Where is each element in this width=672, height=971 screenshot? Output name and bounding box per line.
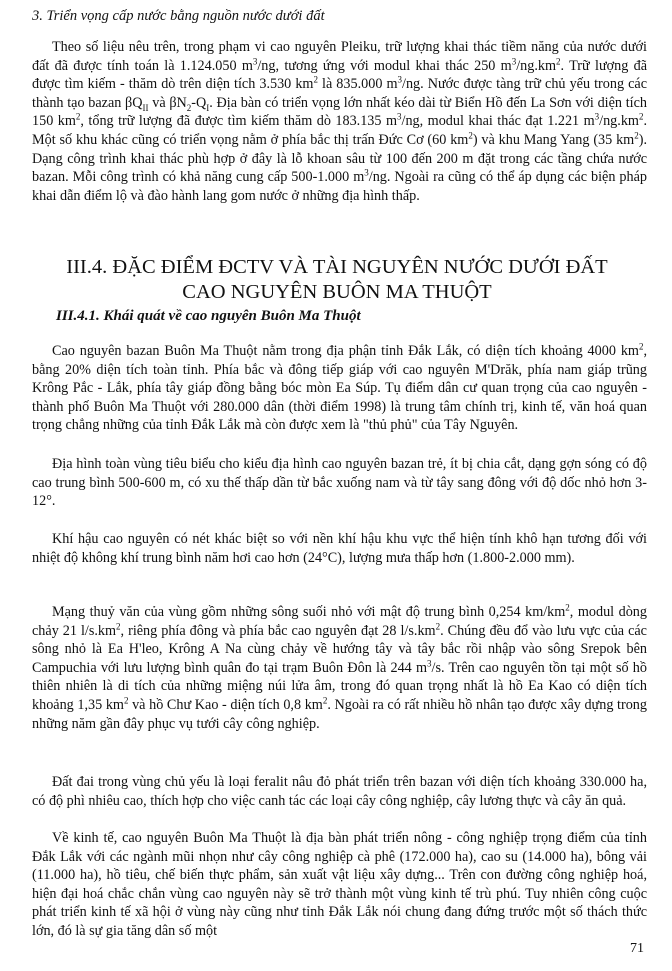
section-title-line2: CAO NGUYÊN BUÔN MA THUỘT: [182, 281, 492, 303]
superscript: 3: [397, 111, 402, 122]
subsection-title: 3. Triển vọng cấp nước bằng nguồn nước dưới đất: [32, 8, 325, 24]
paragraph-overview: Cao nguyên bazan Buôn Ma Thuột nằm trong địa phận tỉnh Đắk Lắk, có diện tích khoảng 4000 $km^2$, bằng 20% diện tích toàn tỉnh. Phía bắc và đông tiếp giáp với cao nguyên M'Drăk, phía nam giáp trũng Krông Pắc - Lắk, phía tây giáp đồng bằng bóc mòn Ea Súp. Tụ điểm dân cư quan trọng của cao nguyên - thành phố Buôn Ma Thuột với 280.000 dân (thời điểm 1998) là trung tâm chính trị, kinh tế, văn hoá quan trọng chẳng những của tỉnh Đắk Lắk mà còn được xem là "thủ phủ" của Tây Nguyên.: [32, 341, 647, 434]
superscript: 2: [313, 74, 318, 85]
superscript: 2: [322, 695, 328, 706]
superscript: 2: [468, 130, 473, 141]
superscript: 3: [427, 658, 432, 669]
paragraph-economy: Về kinh tế, cao nguyên Buôn Ma Thuột là địa bàn phát triển nông - công nghiệp trọng điểm của tỉnh Đắk Lắk với các ngành mũi nhọn như cây công nghiệp cà phê (172.000 ha), cao su (14.000 ha), bông vải (11.000 ha), hồ tiêu, chế biến thực phẩm, sản xuất vật liệu xây dựng... Trên con đường công nghiệp hoá, hiện đại hoá chắc chắn vùng cao nguyên này sẽ trở thành một vùng kinh tế trù phú. Tuy nhiên công cuộc phát triển kinh tế xã hội ở vùng này cũng như tỉnh Đắk Lắk nói chung đang đứng trước một số thách thức lớn, đó là sự gia tăng dân số một: [32, 830, 647, 939]
superscript: 2: [116, 620, 121, 631]
pleiku-paragraph: Theo số liệu nêu trên, trong phạm vi cao nguyên Pleiku, trữ lượng khai thác tiềm năng của nước dưới đất đã được tính toán là 1.124.050 $m^3/ng$, tương ứng với modul khai thác 250 $m^3/ng.km^2$. Trữ lượng đã được tìm kiếm - thăm dò trên diện tích 3.530 $km^2$ là 835.000 $m^3/ng$. Nước được tàng trữ chủ yếu trong các thành tạo bazan $\beta Q_{II}$ và $\beta N_2-Q_I$. Địa bàn có triển vọng lớn nhất kéo dài từ Biển Hồ đến La Sơn với diện tích 150 $km^2$, tổng trữ lượng đã được tìm kiếm thăm dò 183.135 $m^3/ng$, modul khai thác đạt 1.221 $m^3/ng.km^2$. Một số khu khác cũng có triển vọng nằm ở phía bắc thị trấn Đức Cơ (60 $km^2$) và khu Mang Yang (35 $km^2$). Dạng công trình khai thác phù hợp ở đây là lỗ khoan sâu từ 100 đến 200 m đặt trong các tầng chứa nước bazan. Mỗi công trình có khả năng cung cấp 500-1.000 $m^3/ng$. Ngoài ra cũng có thể áp dụng các biện pháp khai dẫn điểm lộ và đào hành lang gom nước ở những địa hình thấp.: [32, 39, 648, 204]
paragraph-soil: Đất đai trong vùng chủ yếu là loại feralit nâu đỏ phát triển trên bazan với diện tích khoảng 330.000 ha, có độ phì nhiêu cao, thích hợp cho việc canh tác các loại cây công nghiệp, cây lương thực và cây ăn quả.: [32, 774, 647, 809]
superscript: 2: [565, 602, 570, 613]
superscript: 2: [638, 111, 644, 122]
superscript: 3: [252, 55, 258, 66]
paragraph-climate: Khí hậu cao nguyên có nét khác biệt so với nền khí hậu khu vực thể hiện tính khô hạn tương đối với nhiệt độ không khí trung bình năm hơi cao hơn (24°C), lượng mưa thấp hơn (1.800-2.000 mm).: [32, 531, 647, 566]
superscript: 2: [556, 55, 561, 66]
subscript: II: [142, 102, 149, 113]
superscript: 2: [435, 620, 441, 631]
subheading: III.4.1. Khái quát về cao nguyên Buôn Ma Thuột: [56, 308, 361, 324]
superscript: 3: [397, 74, 403, 85]
superscript: 2: [75, 111, 81, 122]
superscript: 3: [364, 167, 369, 178]
paragraph-hydrology: Mạng thuỷ văn của vùng gồm những sông suối nhỏ với mật độ trung bình 0,254 $km/km^2$, modul dòng chảy 21 $l/s.km^2$, riêng phía đông và phía bắc cao nguyên đạt 28 $l/s.km^2$. Chúng đều đổ vào lưu vực của các sông nhỏ là Ea H'leo, Krông A Na cùng chảy về hướng tây và tây bắc rồi nhập vào sông Srepok bên Campuchia với lưu lượng bình quân đo tại trạm Buôn Đôn là 244 $m^3/s$. Trên cao nguyên tồn tại một số hồ thiên nhiên là di tích của những miệng núi lửa âm, trong đó quan trọng nhất là hồ Ea Kao có diện tích khoảng 1,35 $km^2$ và hồ Chư Kao - diện tích 0,8 $km^2$. Ngoài ra có rất nhiều hồ nhân tạo được xây dựng trong những năm gần đây phục vụ tưới cây công nghiệp.: [32, 602, 647, 732]
superscript: 2: [123, 695, 129, 706]
subscript: I: [206, 102, 210, 113]
superscript: 2: [634, 130, 639, 141]
superscript: 2: [638, 341, 644, 352]
superscript: 3: [594, 111, 600, 122]
section-title-line1: III.4. ĐẶC ĐIỂM ĐCTV VÀ TÀI NGUYÊN NƯỚC DƯỚI ĐẤT: [66, 256, 608, 278]
paragraph-terrain: Địa hình toàn vùng tiêu biểu cho kiểu địa hình cao nguyên bazan trẻ, ít bị chia cắt, dạng gợn sóng có độ cao trung bình 500-600 m, có xu thế thấp dần từ bắc xuống nam và từ tây sang đông với độ dốc nhỏ hơn 3-12°.: [32, 456, 647, 510]
page-number: 71: [630, 941, 644, 956]
superscript: 3: [511, 55, 517, 66]
subscript: 2: [186, 102, 192, 113]
